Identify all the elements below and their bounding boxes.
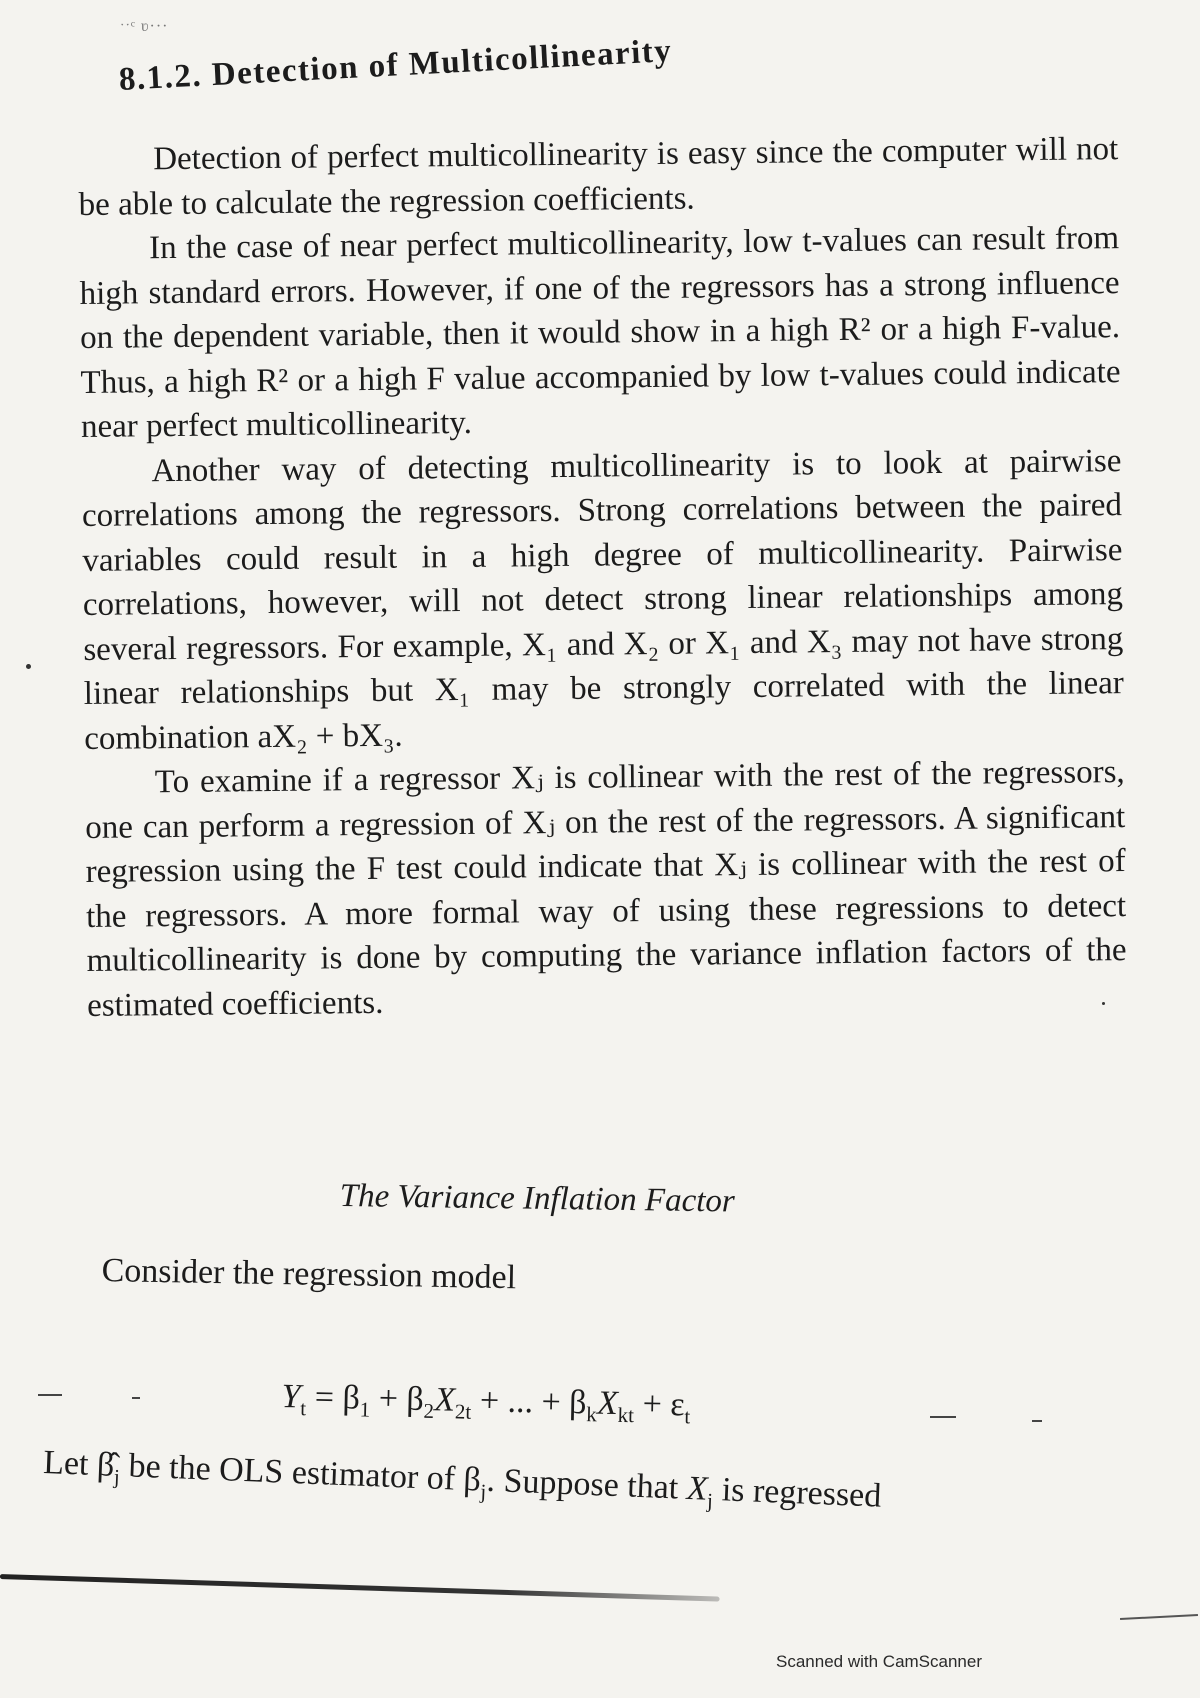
margin-dash — [132, 1397, 140, 1399]
stray-mark — [1102, 1002, 1105, 1005]
eq-sub: t — [684, 1404, 691, 1429]
eq-sub: 2t — [454, 1399, 472, 1424]
body-text — [78, 127, 1127, 1028]
eq-sub: 2 — [423, 1398, 435, 1423]
page-edge-shadow — [0, 1574, 720, 1602]
ols-estimator-line — [42, 1444, 882, 1520]
eq-y: Y — [281, 1378, 301, 1416]
eq-sub: k — [586, 1402, 598, 1427]
eq-betak: + ... + β — [471, 1381, 587, 1422]
paragraph-pairwise-correlations: Another way of detecting multicollinearity is to look at pairwise correlations among the regressors. Strong correlations between the paired variables could result in a high degree of multicollinearity. Pairwise correlations, however, will not detect strong linear relationships among several regressors. For example, X₁ and X₂ or X₁ and X₃ may not have strong linear relationships but X₁ may be strongly correlated with the linear combination aX₂ + bX₃. — [81, 442, 1124, 757]
margin-dash — [38, 1394, 62, 1396]
lead-in-sentence: Consider the regression model — [101, 1252, 517, 1297]
eq-beta2: + β — [369, 1379, 425, 1418]
eq-x2: X — [433, 1381, 456, 1419]
ll-part: be the OLS estimator of β — [119, 1447, 482, 1499]
margin-dash — [930, 1416, 956, 1418]
ll-xj: X — [686, 1469, 709, 1508]
ll-sub: j — [113, 1464, 121, 1489]
eq-beta1: = β — [305, 1378, 361, 1417]
ll-part: Let β̂ — [42, 1444, 116, 1484]
eq-sub: 1 — [359, 1397, 371, 1422]
paragraph-perfect-multicollinearity: Detection of perfect multicollinearity is easy since the computer will not be able to calculate the regression coefficients. — [78, 131, 1119, 223]
page-edge-shadow — [1120, 1614, 1198, 1620]
eq-sub: kt — [617, 1402, 635, 1428]
stray-mark — [26, 664, 31, 669]
ll-sub: j — [479, 1479, 487, 1504]
ll-sub: j — [706, 1488, 714, 1513]
running-head: ˑˑᶜ ʋ··· — [120, 18, 169, 35]
ll-part: is regressed — [712, 1470, 883, 1515]
ll-part: . Suppose that — [485, 1461, 688, 1507]
eq-error: + ε — [633, 1385, 686, 1424]
eq-xk: X — [596, 1384, 619, 1423]
paragraph-auxiliary-regression: To examine if a regressor Xⱼ is collinear with the rest of the regressors, one can perform a regression of Xⱼ on the rest of the regressors. A significant regression using the F test could indicate that Xⱼ is collinear with the rest of the regressors. A more formal way of using these regressions to detect multicollinearity is done by computing the variance inflation factors of the estimated coefficients. — [85, 754, 1127, 1024]
margin-dash — [1032, 1420, 1042, 1422]
scanner-watermark: Scanned with CamScanner — [776, 1652, 983, 1671]
paragraph-near-perfect: In the case of near perfect multicollinearity, low t-values can result from high standard errors. However, if one of the regressors has a strong influence on the dependent variable, then it would show in a high R² or a high F-value. Thus, a high R² or a high F value accompanied by low t-values could indicate near perfect multicollinearity. — [79, 220, 1121, 445]
section-heading: 8.1.2. Detection of Multicollinearity — [118, 33, 674, 98]
subheading-vif: The Variance Inflation Factor — [339, 1178, 736, 1220]
regression-equation — [281, 1378, 691, 1429]
eq-sub: t — [300, 1396, 307, 1421]
